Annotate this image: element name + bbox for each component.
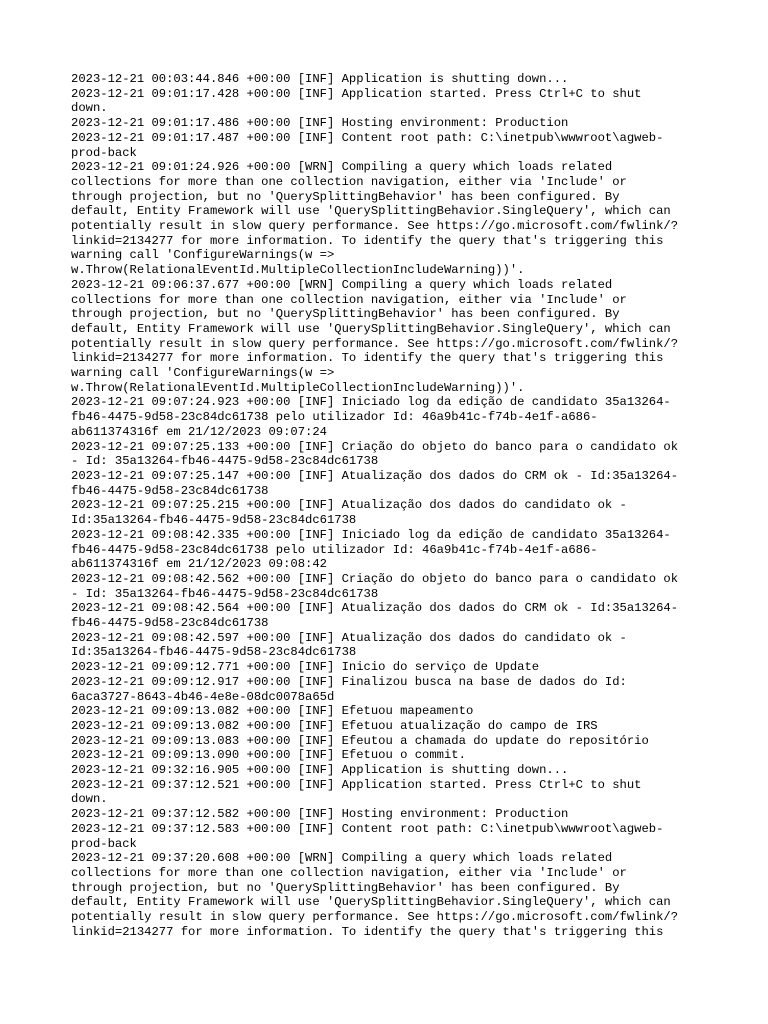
log-line: - Id: 35a13264-fb46-4475-9d58-23c84dc61738 bbox=[71, 586, 379, 601]
log-line: linkid=2134277 for more information. To identify the query that's triggering this bbox=[71, 924, 664, 939]
log-line: 2023-12-21 09:08:42.564 +00:00 [INF] Atualização dos dados do CRM ok - Id:35a13264- bbox=[71, 601, 679, 616]
log-line: linkid=2134277 for more information. To identify the query that's triggering this bbox=[71, 351, 664, 366]
log-line: fb46-4475-9d58-23c84dc61738 pelo utilizador Id: 46a9b41c-f74b-4e1f-a686- bbox=[71, 542, 598, 557]
log-line: 2023-12-21 09:01:24.926 +00:00 [WRN] Compiling a query which loads related bbox=[71, 160, 613, 175]
log-line: 2023-12-21 09:37:12.521 +00:00 [INF] Application started. Press Ctrl+C to shut bbox=[71, 777, 642, 792]
log-line: 2023-12-21 09:32:16.905 +00:00 [INF] Application is shutting down... bbox=[71, 763, 569, 778]
log-line: fb46-4475-9d58-23c84dc61738 bbox=[71, 483, 269, 498]
log-line: 2023-12-21 09:09:12.917 +00:00 [INF] Finalizou busca na base de dados do Id: bbox=[71, 674, 627, 689]
log-line: collections for more than one collection navigation, either via 'Include' or bbox=[71, 865, 627, 880]
log-line: default, Entity Framework will use 'QuerySplittingBehavior.SingleQuery', which can bbox=[71, 895, 671, 910]
log-line: 2023-12-21 09:07:25.133 +00:00 [INF] Criação do objeto do banco para o candidato ok bbox=[71, 439, 679, 454]
log-line: 2023-12-21 09:06:37.677 +00:00 [WRN] Compiling a query which loads related bbox=[71, 277, 613, 292]
log-line: 2023-12-21 09:37:12.583 +00:00 [INF] Content root path: C:\inetpub\wwwroot\agweb- bbox=[71, 821, 664, 836]
log-line: warning call 'ConfigureWarnings(w => bbox=[71, 366, 335, 381]
log-line: 2023-12-21 09:08:42.562 +00:00 [INF] Criação do objeto do banco para o candidato ok bbox=[71, 571, 679, 586]
log-line: 2023-12-21 09:09:12.771 +00:00 [INF] Inicio do serviço de Update bbox=[71, 660, 540, 675]
log-line: prod-back bbox=[71, 145, 137, 160]
log-line: potentially result in slow query performance. See https://go.microsoft.com/fwlink/? bbox=[71, 219, 679, 234]
log-line: 2023-12-21 09:07:24.923 +00:00 [INF] Iniciado log da edição de candidato 35a13264- bbox=[71, 395, 671, 410]
log-line: - Id: 35a13264-fb46-4475-9d58-23c84dc61738 bbox=[71, 454, 379, 469]
log-line: default, Entity Framework will use 'QuerySplittingBehavior.SingleQuery', which can bbox=[71, 321, 671, 336]
log-line: 2023-12-21 09:07:25.215 +00:00 [INF] Atualização dos dados do candidato ok - bbox=[71, 498, 627, 513]
log-line: ab611374316f em 21/12/2023 09:07:24 bbox=[71, 424, 327, 439]
log-line: 2023-12-21 09:37:20.608 +00:00 [WRN] Compiling a query which loads related bbox=[71, 851, 613, 866]
log-line: 2023-12-21 09:01:17.486 +00:00 [INF] Hosting environment: Production bbox=[71, 116, 569, 131]
log-line: through projection, but no 'QuerySplittingBehavior' has been configured. By bbox=[71, 307, 620, 322]
log-page bbox=[71, 72, 701, 939]
log-body bbox=[71, 72, 701, 939]
log-line: collections for more than one collection navigation, either via 'Include' or bbox=[71, 292, 627, 307]
log-line: 2023-12-21 09:09:13.083 +00:00 [INF] Efeutou a chamada do update do repositório bbox=[71, 733, 649, 748]
log-line: 2023-12-21 09:07:25.147 +00:00 [INF] Atualização dos dados do CRM ok - Id:35a13264- bbox=[71, 468, 679, 483]
log-line: 2023-12-21 09:08:42.597 +00:00 [INF] Atualização dos dados do candidato ok - bbox=[71, 630, 627, 645]
log-line: warning call 'ConfigureWarnings(w => bbox=[71, 248, 335, 263]
log-line: w.Throw(RelationalEventId.MultipleCollectionIncludeWarning))'. bbox=[71, 380, 525, 395]
log-line: prod-back bbox=[71, 836, 137, 851]
log-line: 2023-12-21 09:37:12.582 +00:00 [INF] Hosting environment: Production bbox=[71, 807, 569, 822]
log-line: potentially result in slow query performance. See https://go.microsoft.com/fwlink/? bbox=[71, 910, 679, 925]
log-line: fb46-4475-9d58-23c84dc61738 bbox=[71, 616, 269, 631]
log-line: 2023-12-21 09:08:42.335 +00:00 [INF] Iniciado log da edição de candidato 35a13264- bbox=[71, 527, 671, 542]
log-line: potentially result in slow query performance. See https://go.microsoft.com/fwlink/? bbox=[71, 336, 679, 351]
log-line: through projection, but no 'QuerySplittingBehavior' has been configured. By bbox=[71, 880, 620, 895]
log-line: 2023-12-21 09:01:17.487 +00:00 [INF] Content root path: C:\inetpub\wwwroot\agweb- bbox=[71, 130, 664, 145]
log-line: Id:35a13264-fb46-4475-9d58-23c84dc61738 bbox=[71, 645, 357, 660]
log-line: 2023-12-21 09:09:13.082 +00:00 [INF] Efetuou mapeamento bbox=[71, 704, 474, 719]
log-line: fb46-4475-9d58-23c84dc61738 pelo utilizador Id: 46a9b41c-f74b-4e1f-a686- bbox=[71, 410, 598, 425]
log-line: down. bbox=[71, 792, 108, 807]
log-line: 2023-12-21 09:01:17.428 +00:00 [INF] Application started. Press Ctrl+C to shut bbox=[71, 86, 642, 101]
log-line: ab611374316f em 21/12/2023 09:08:42 bbox=[71, 557, 327, 572]
log-line: collections for more than one collection navigation, either via 'Include' or bbox=[71, 174, 627, 189]
log-line: 2023-12-21 00:03:44.846 +00:00 [INF] Application is shutting down... bbox=[71, 72, 569, 86]
log-line: down. bbox=[71, 101, 108, 116]
log-line: 2023-12-21 09:09:13.082 +00:00 [INF] Efetuou atualização do campo de IRS bbox=[71, 718, 598, 733]
log-line: 6aca3727-8643-4b46-4e8e-08dc0078a65d bbox=[71, 689, 335, 704]
log-line: default, Entity Framework will use 'QuerySplittingBehavior.SingleQuery', which can bbox=[71, 204, 671, 219]
log-line: w.Throw(RelationalEventId.MultipleCollectionIncludeWarning))'. bbox=[71, 263, 525, 278]
log-line: through projection, but no 'QuerySplittingBehavior' has been configured. By bbox=[71, 189, 620, 204]
log-line: linkid=2134277 for more information. To identify the query that's triggering this bbox=[71, 233, 664, 248]
log-line: Id:35a13264-fb46-4475-9d58-23c84dc61738 bbox=[71, 513, 357, 528]
log-line: 2023-12-21 09:09:13.090 +00:00 [INF] Efetuou o commit. bbox=[71, 748, 466, 763]
